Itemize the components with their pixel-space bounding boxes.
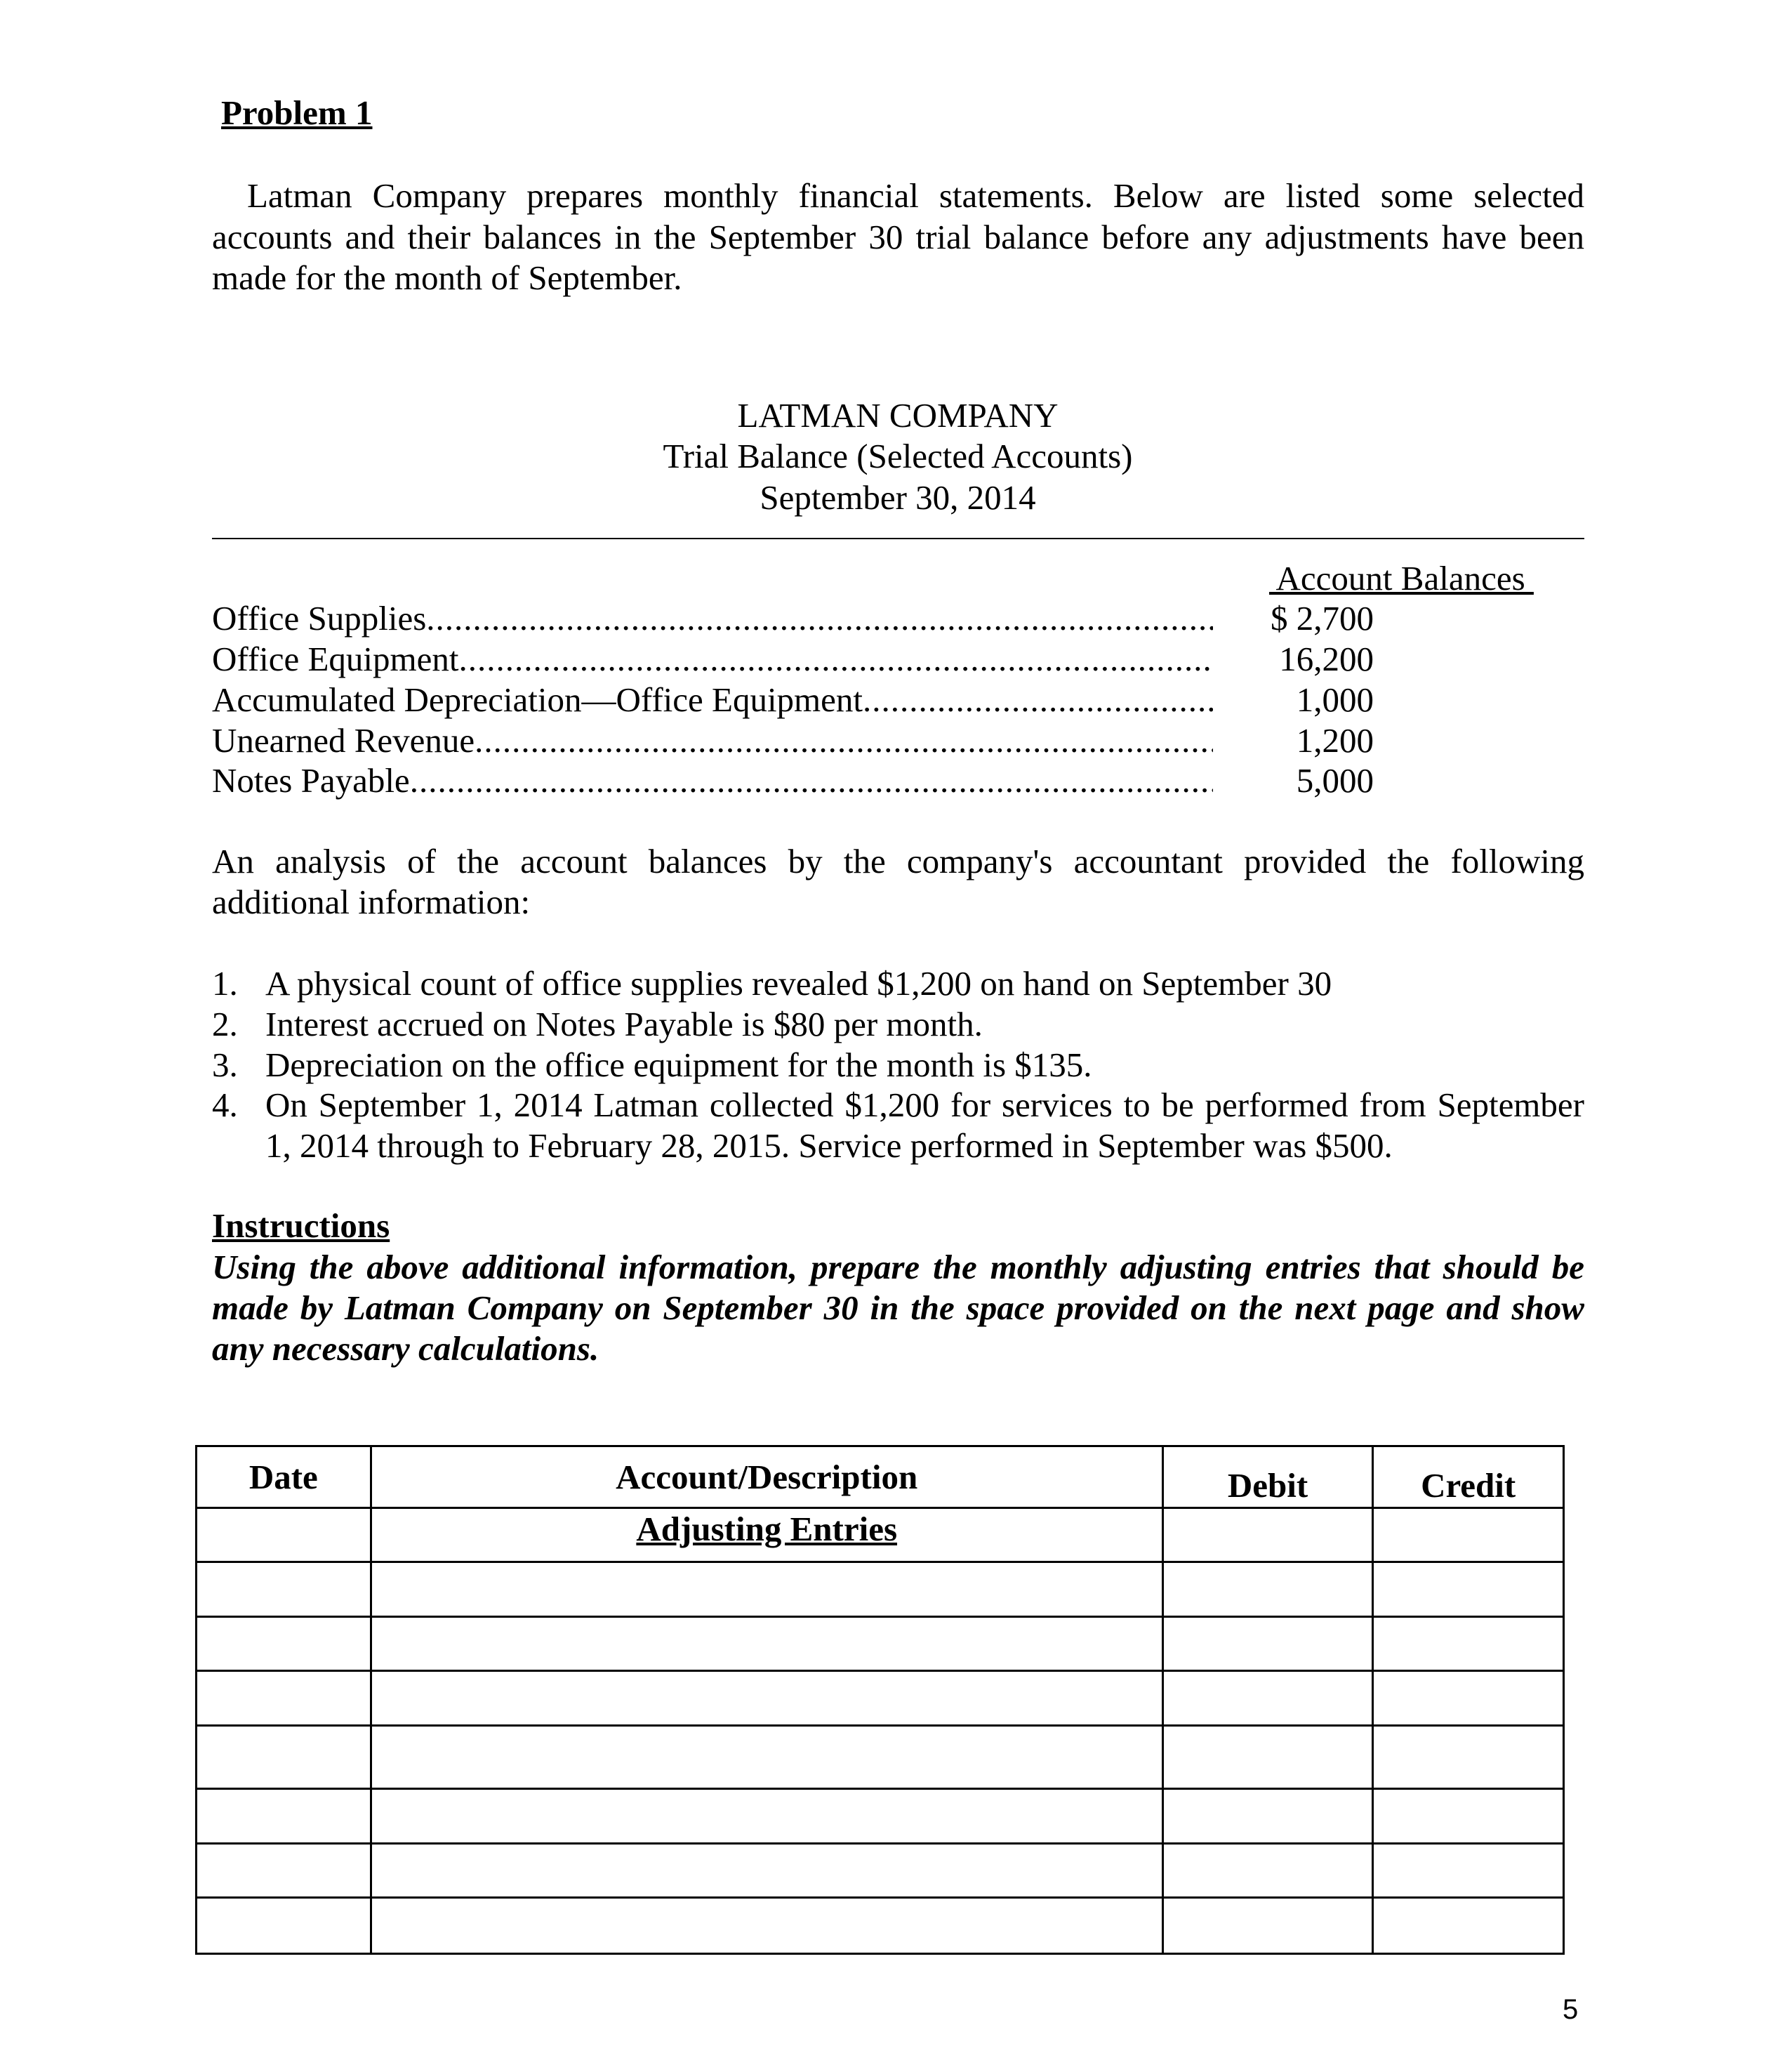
account-row xyxy=(212,639,1374,680)
item-number: 2. xyxy=(212,1005,238,1043)
credit-cell[interactable] xyxy=(1373,1844,1564,1898)
date-cell[interactable] xyxy=(197,1844,371,1898)
date-cell[interactable] xyxy=(197,1726,371,1789)
journal-row xyxy=(197,1898,1564,1954)
problem-title: Problem 1 xyxy=(221,93,373,132)
item-text: Interest accrued on Notes Payable is $80 per month. xyxy=(265,1005,983,1043)
account-row xyxy=(212,680,1374,720)
journal-row xyxy=(197,1508,1564,1562)
account-amount: $ 2,700 xyxy=(1271,599,1374,638)
analysis-line: An analysis of the account balances by the company's accountant provided the following xyxy=(212,842,1584,880)
debit-cell[interactable] xyxy=(1162,1898,1373,1954)
account-amount: 16,200 xyxy=(1279,640,1374,678)
intro-line: accounts and their balances in the September 30 trial balance before any adjustments have been xyxy=(212,217,1584,256)
debit-cell[interactable] xyxy=(1162,1617,1373,1671)
instructions-line: Using the above additional information, prepare the monthly adjusting entries that should be xyxy=(212,1248,1584,1286)
intro-paragraph xyxy=(212,176,1584,299)
account-name: Accumulated Depreciation—Office Equipment ..... xyxy=(212,680,1213,720)
page-number: 5 xyxy=(1563,1994,1579,2025)
credit-cell[interactable] xyxy=(1373,1898,1564,1954)
journal-header-row xyxy=(197,1446,1564,1508)
intro-line: Latman Company prepares monthly financial statements. Below are listed some selected xyxy=(247,176,1584,215)
account-amount: 1,000 xyxy=(1296,680,1374,719)
statement-name: Trial Balance (Selected Accounts) xyxy=(663,437,1133,475)
account-name: Office Equipment ..... xyxy=(212,639,1213,680)
credit-cell[interactable] xyxy=(1373,1789,1564,1844)
journal-row xyxy=(197,1562,1564,1617)
date-cell[interactable] xyxy=(197,1562,371,1617)
instructions-line: any necessary calculations. xyxy=(212,1329,599,1368)
debit-cell[interactable] xyxy=(1162,1508,1373,1562)
credit-cell[interactable] xyxy=(1373,1617,1564,1671)
account-cell[interactable] xyxy=(371,1562,1162,1617)
date-cell[interactable] xyxy=(197,1508,371,1562)
intro-line: made for the month of September. xyxy=(212,258,682,297)
credit-cell[interactable] xyxy=(1373,1726,1564,1789)
divider xyxy=(212,538,1584,539)
list-item xyxy=(212,963,1584,1004)
date-cell[interactable] xyxy=(197,1671,371,1726)
item-line: On September 1, 2014 Latman collected $1,200 for services to be performed from September xyxy=(265,1086,1584,1124)
debit-cell[interactable] xyxy=(1162,1671,1373,1726)
journal-row xyxy=(197,1617,1564,1671)
account-name: Office Supplies ..... xyxy=(212,598,1213,639)
header-debit: Debit xyxy=(1162,1446,1373,1508)
header-credit: Credit xyxy=(1373,1446,1564,1508)
item-text: Depreciation on the office equipment for the month is $135. xyxy=(265,1045,1092,1084)
journal-row xyxy=(197,1726,1564,1789)
account-amount: 5,000 xyxy=(1296,761,1374,800)
header-date: Date xyxy=(197,1446,371,1508)
instructions-heading: Instructions xyxy=(212,1206,390,1245)
item-number: 4. xyxy=(212,1086,238,1124)
header-account: Account/Description xyxy=(371,1446,1162,1508)
company-name: LATMAN COMPANY xyxy=(737,396,1059,435)
date-cell[interactable] xyxy=(197,1617,371,1671)
journal-table xyxy=(195,1445,1565,1955)
debit-cell[interactable] xyxy=(1162,1789,1373,1844)
account-cell[interactable] xyxy=(371,1898,1162,1954)
account-name: Unearned Revenue ..... xyxy=(212,720,1213,761)
item-line: 1, 2014 through to February 28, 2015. Service performed in September was $500. xyxy=(265,1126,1393,1165)
account-balances-header: Account Balances xyxy=(1269,559,1534,598)
list-item xyxy=(212,1085,1584,1166)
adjusting-entries-subheading: Adjusting Entries xyxy=(636,1510,898,1548)
credit-cell[interactable] xyxy=(1373,1508,1564,1562)
account-row xyxy=(212,720,1374,761)
debit-cell[interactable] xyxy=(1162,1726,1373,1789)
item-number: 3. xyxy=(212,1045,238,1084)
date-cell[interactable] xyxy=(197,1898,371,1954)
account-cell[interactable] xyxy=(371,1617,1162,1671)
analysis-line: additional information: xyxy=(212,883,531,921)
account-row xyxy=(212,760,1374,801)
statement-date: September 30, 2014 xyxy=(760,478,1036,517)
account-amount: 1,200 xyxy=(1296,721,1374,760)
date-cell[interactable] xyxy=(197,1789,371,1844)
analysis-paragraph xyxy=(212,841,1584,923)
account-name: Notes Payable ..... xyxy=(212,760,1213,801)
item-text: A physical count of office supplies revealed $1,200 on hand on September 30 xyxy=(265,964,1332,1003)
debit-cell[interactable] xyxy=(1162,1844,1373,1898)
account-cell[interactable] xyxy=(371,1671,1162,1726)
account-row xyxy=(212,598,1374,639)
credit-cell[interactable] xyxy=(1373,1671,1564,1726)
journal-row xyxy=(197,1789,1564,1844)
credit-cell[interactable] xyxy=(1373,1562,1564,1617)
list-item xyxy=(212,1004,1584,1045)
instructions-text xyxy=(212,1247,1584,1369)
item-number: 1. xyxy=(212,964,238,1003)
journal-row xyxy=(197,1844,1564,1898)
item-text xyxy=(265,1085,1584,1166)
instructions-line: made by Latman Company on September 30 in the space provided on the next page and show xyxy=(212,1288,1584,1327)
journal-row xyxy=(197,1671,1564,1726)
account-cell[interactable] xyxy=(371,1789,1162,1844)
account-cell[interactable] xyxy=(371,1726,1162,1789)
debit-cell[interactable] xyxy=(1162,1562,1373,1617)
account-cell[interactable] xyxy=(371,1844,1162,1898)
account-cell[interactable] xyxy=(371,1508,1162,1562)
list-item xyxy=(212,1045,1584,1086)
